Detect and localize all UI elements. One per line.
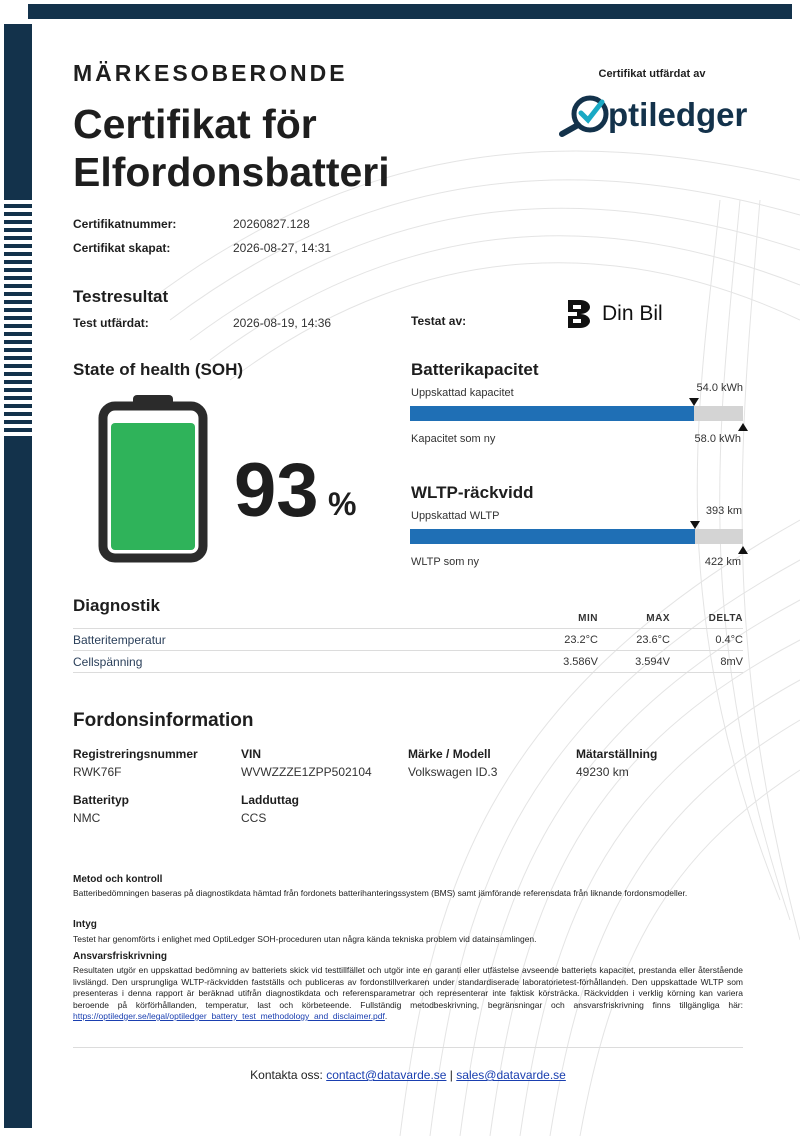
diagnostics-heading: Diagnostik: [73, 596, 160, 615]
wltp-estimated-value: 393 km: [705, 505, 742, 517]
certificate-subtitle: MÄRKESOBERONDE: [73, 60, 348, 86]
wltp-heading: WLTP-räckvidd: [411, 483, 534, 502]
diagnostics-row-name: Batteritemperatur: [73, 633, 166, 647]
left-stripe-pattern: [4, 196, 32, 440]
dinbil-logo-text: Din Bil: [602, 302, 663, 325]
dinbil-logo-icon: [566, 298, 592, 330]
capacity-new-marker: [738, 423, 748, 431]
disclaimer-link[interactable]: https://optiledger.se/legal/optiledger_battery_test_methodology_and_disclaimer.pdf: [73, 1011, 385, 1021]
contact-line: [0, 1068, 800, 1082]
vehicle-field-value: CCS: [241, 811, 267, 825]
capacity-estimated-value: 54.0 kWh: [696, 382, 743, 394]
issuer-label: Certifikat utfärdat av: [598, 68, 706, 80]
soh-value: 93: [234, 448, 319, 533]
left-accent-bar: [4, 24, 32, 1128]
footer-divider: [73, 1047, 743, 1048]
vehicle-field-label: Ladduttag: [241, 793, 299, 807]
contact-separator: |: [446, 1068, 457, 1082]
test-results-heading: Testresultat: [73, 287, 169, 306]
diagnostics-col-min: MIN: [578, 613, 598, 624]
diagnostics-row-min: 23.2°C: [564, 634, 598, 646]
certificate-number-value: 20260827.128: [233, 217, 310, 231]
dinbil-logo: [566, 298, 676, 330]
capacity-heading: Batterikapacitet: [411, 360, 539, 379]
sales-email-link[interactable]: sales@datavarde.se: [456, 1068, 566, 1082]
diagnostics-row-name: Cellspänning: [73, 655, 143, 669]
disclaimer-heading: Ansvarsfriskrivning: [73, 951, 167, 962]
contact-label: Kontakta oss:: [250, 1068, 327, 1082]
tested-by-label: Testat av:: [411, 314, 467, 328]
diagnostics-row-min: 3.586V: [563, 656, 598, 668]
capacity-estimated-label: Uppskattad kapacitet: [411, 387, 514, 399]
soh-heading: State of health (SOH): [73, 360, 244, 379]
diagnostics-divider: [73, 672, 743, 673]
test-issued-label: Test utfärdat:: [73, 316, 149, 330]
diagnostics-row-max: 23.6°C: [636, 634, 670, 646]
vehicle-field-value: NMC: [73, 811, 101, 825]
diagnostics-divider: [73, 650, 743, 651]
method-heading: Metod och kontroll: [73, 874, 163, 885]
certification-text: Testet har genomförts i enlighet med OptiLedger SOH-proceduren utan några kända tekniska problem vid datainsamlingen.: [73, 934, 537, 944]
wltp-new-marker: [738, 546, 748, 554]
disclaimer-text: [73, 965, 743, 1023]
wltp-bar: [410, 529, 743, 544]
capacity-bar: [410, 406, 743, 421]
vehicle-field-value: WVWZZZE1ZPP502104: [241, 765, 372, 779]
diagnostics-row-delta: 0.4°C: [715, 634, 743, 646]
diagnostics-divider: [73, 628, 743, 629]
vehicle-field-value: RWK76F: [73, 765, 122, 779]
wltp-estimated-marker: [690, 521, 700, 529]
contact-email-link[interactable]: contact@datavarde.se: [326, 1068, 447, 1082]
capacity-new-value: 58.0 kWh: [694, 433, 741, 445]
disclaimer-end: .: [384, 1011, 388, 1021]
wltp-new-label: WLTP som ny: [411, 556, 480, 568]
wltp-estimated-label: Uppskattad WLTP: [411, 510, 500, 522]
soh-unit: %: [328, 486, 357, 522]
disclaimer-body: Resultaten utgör en uppskattad bedömning av batteriets skick vid testtillfället och utgör inte en garanti eller utfästelse avseende batteriets kapacitet, prestanda eller återstående livslängd. Den ursprungliga WLTP-räckvidden fastställs och publiceras av fordonstillverkaren under standardiserade laboratorietest-förhållanden. Den uppskattade WLTP som presenteras i denna rapport är beräknad utifrån diagnostikdata och referensparametrar och representerar inte faktisk körsträcka. Räckvidden i verklig körning kan variera beroende på körförhållanden, temperatur, last och körbeteende. Fullständig metodbeskrivning, begränsningar och ansvarsfriskrivning finns tillgängliga här:: [73, 965, 743, 1010]
test-issued-value: 2026-08-19, 14:36: [233, 316, 332, 330]
certificate-created-label: Certifikat skapat:: [73, 241, 171, 255]
optiledger-logo: [556, 92, 746, 138]
method-text: Batteribedömningen baseras på diagnostikdata hämtad från fordonets batterihanteringssystem (BMS) samt jämförande referensdata från liknande fordonsmodeller.: [73, 888, 688, 898]
wltp-bar-fill: [410, 529, 695, 544]
vehicle-field-label: VIN: [241, 747, 262, 761]
capacity-new-label: Kapacitet som ny: [411, 433, 496, 445]
certification-heading: Intyg: [73, 919, 97, 930]
vehicle-field-value: Volkswagen ID.3: [408, 765, 498, 779]
certificate-title: Certifikat för Elfordonsbatteri: [73, 101, 390, 195]
diagnostics-row-max: 3.594V: [635, 656, 670, 668]
diagnostics-col-max: MAX: [646, 613, 670, 624]
capacity-estimated-marker: [689, 398, 699, 406]
wltp-new-value: 422 km: [704, 556, 741, 568]
vehicle-field-label: Batterityp: [73, 793, 130, 807]
diagnostics-col-delta: DELTA: [708, 613, 743, 624]
vehicle-field-label: Registreringsnummer: [73, 747, 198, 761]
capacity-bar-fill: [410, 406, 694, 421]
diagnostics-row-delta: 8mV: [720, 656, 743, 668]
optiledger-logo-text: ptiledger: [608, 96, 748, 133]
vehicle-info-heading: Fordonsinformation: [73, 710, 254, 731]
certificate-number-label: Certifikatnummer:: [73, 217, 177, 231]
top-accent-bar: [28, 4, 792, 19]
certificate-created-value: 2026-08-27, 14:31: [233, 241, 332, 255]
vehicle-field-label: Märke / Modell: [408, 747, 491, 761]
vehicle-field-value: 49230 km: [576, 765, 629, 779]
battery-icon: [97, 393, 209, 563]
vehicle-field-label: Mätarställning: [576, 747, 658, 761]
